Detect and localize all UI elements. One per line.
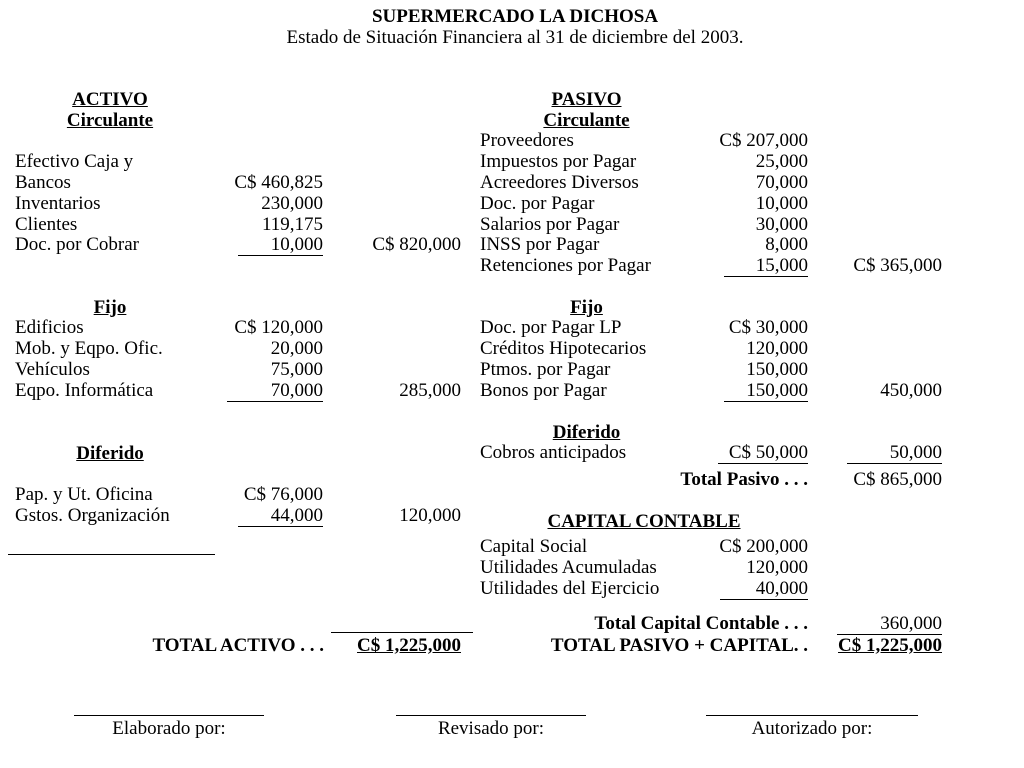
activo-circulante-total: C$ 820,000 (372, 234, 461, 255)
activo-circulante-label: Bancos (15, 172, 71, 193)
total-activo-label: TOTAL ACTIVO . . . (152, 635, 324, 656)
total-pasivo-capital-value: C$ 1,225,000 (838, 635, 942, 656)
pasivo-fijo-amount: 150,000 (746, 359, 808, 380)
activo-diferido-amount: 44,000 (238, 505, 323, 527)
pasivo-circulante-amount: 15,000 (724, 255, 808, 277)
total-capital-label: Total Capital Contable . . . (594, 613, 808, 634)
activo-fijo-label: Vehículos (15, 359, 90, 380)
capital-amount: 40,000 (720, 578, 808, 600)
pasivo-circulante-label: Doc. por Pagar (480, 193, 595, 214)
capital-amount: C$ 200,000 (719, 536, 808, 557)
pasivo-circulante-label: Retenciones por Pagar (480, 255, 651, 276)
capital-label: Utilidades Acumuladas (480, 557, 657, 578)
activo-fijo-amount: 20,000 (270, 338, 323, 359)
pasivo-circulante-amount: 8,000 (765, 234, 808, 255)
signature-label-elaborado: Elaborado por: (112, 718, 226, 739)
total-pasivo-label: Total Pasivo . . . (680, 469, 808, 490)
activo-separator-line (8, 554, 215, 555)
pasivo-diferido-amount: C$ 50,000 (718, 442, 808, 464)
activo-heading: ACTIVO (72, 89, 148, 110)
activo-diferido-amount: C$ 76,000 (243, 484, 323, 505)
activo-fijo-amount: 75,000 (270, 359, 323, 380)
pasivo-fijo-amount: C$ 30,000 (728, 317, 808, 338)
activo-fijo-label: Edificios (15, 317, 84, 338)
pasivo-diferido-label: Cobros anticipados (480, 442, 627, 463)
pasivo-diferido-total: 50,000 (847, 442, 942, 464)
pasivo-fijo-label: Ptmos. por Pagar (480, 359, 611, 380)
pasivo-fijo-amount: 120,000 (746, 338, 808, 359)
activo-fijo-total: 285,000 (399, 380, 461, 401)
pasivo-circulante-label: Impuestos por Pagar (480, 151, 637, 172)
pasivo-heading: PASIVO (551, 89, 622, 110)
pasivo-fijo-label: Créditos Hipotecarios (480, 338, 647, 359)
pasivo-circulante-total: C$ 365,000 (853, 255, 942, 276)
pasivo-circulante-amount: 30,000 (755, 214, 808, 235)
capital-label: Utilidades del Ejercicio (480, 578, 660, 599)
capital-label: Capital Social (480, 536, 588, 557)
activo-circulante-label: Inventarios (15, 193, 101, 214)
activo-circulante-label: Doc. por Cobrar (15, 234, 139, 255)
total-capital-value: 360,000 (837, 613, 942, 635)
pasivo-fijo-amount: 150,000 (724, 380, 808, 402)
capital-heading: CAPITAL CONTABLE (547, 511, 741, 532)
pasivo-circulante-amount: C$ 207,000 (719, 130, 808, 151)
activo-circulante-amount: C$ 460,825 (234, 172, 323, 193)
activo-circulante-heading: Circulante (66, 110, 154, 131)
pasivo-circulante-amount: 25,000 (755, 151, 808, 172)
activo-circulante-label: Clientes (15, 214, 78, 235)
activo-diferido-label: Gstos. Organización (15, 505, 170, 526)
pasivo-circulante-label: INSS por Pagar (480, 234, 600, 255)
signature-line-autorizado (706, 715, 918, 716)
activo-fijo-label: Eqpo. Informática (15, 380, 154, 401)
pasivo-fijo-total: 450,000 (880, 380, 942, 401)
activo-circulante-amount: 230,000 (261, 193, 323, 214)
activo-total-separator-line (331, 632, 473, 633)
pasivo-circulante-heading: Circulante (543, 110, 630, 131)
signature-line-elaborado (74, 715, 264, 716)
activo-circulante-amount: 10,000 (238, 234, 323, 256)
capital-amount: 120,000 (746, 557, 808, 578)
activo-fijo-amount: 70,000 (227, 380, 323, 402)
signature-label-revisado: Revisado por: (437, 718, 545, 739)
activo-diferido-total: 120,000 (399, 505, 461, 526)
signature-label-autorizado: Autorizado por: (751, 718, 873, 739)
signature-line-revisado (396, 715, 586, 716)
total-activo-value: C$ 1,225,000 (357, 635, 461, 656)
statement-subtitle: Estado de Situación Financiera al 31 de diciembre del 2003. (286, 27, 744, 48)
activo-fijo-heading: Fijo (93, 297, 127, 318)
activo-diferido-heading: Diferido (76, 443, 144, 464)
pasivo-diferido-heading: Diferido (552, 422, 621, 443)
total-pasivo-value: C$ 865,000 (853, 469, 942, 490)
activo-circulante-label: Efectivo Caja y (15, 151, 134, 172)
pasivo-circulante-amount: 10,000 (755, 193, 808, 214)
pasivo-fijo-label: Doc. por Pagar LP (480, 317, 622, 338)
pasivo-circulante-label: Proveedores (480, 130, 574, 151)
pasivo-fijo-label: Bonos por Pagar (480, 380, 607, 401)
total-pasivo-capital-label: TOTAL PASIVO + CAPITAL. . (550, 635, 808, 656)
pasivo-circulante-label: Acreedores Diversos (480, 172, 639, 193)
pasivo-circulante-label: Salarios por Pagar (480, 214, 620, 235)
activo-fijo-label: Mob. y Eqpo. Ofic. (15, 338, 163, 359)
pasivo-circulante-amount: 70,000 (755, 172, 808, 193)
activo-circulante-amount: 119,175 (261, 214, 323, 235)
company-name: SUPERMERCADO LA DICHOSA (371, 6, 659, 27)
activo-diferido-label: Pap. y Ut. Oficina (15, 484, 153, 505)
pasivo-fijo-heading: Fijo (570, 297, 603, 318)
activo-fijo-amount: C$ 120,000 (234, 317, 323, 338)
